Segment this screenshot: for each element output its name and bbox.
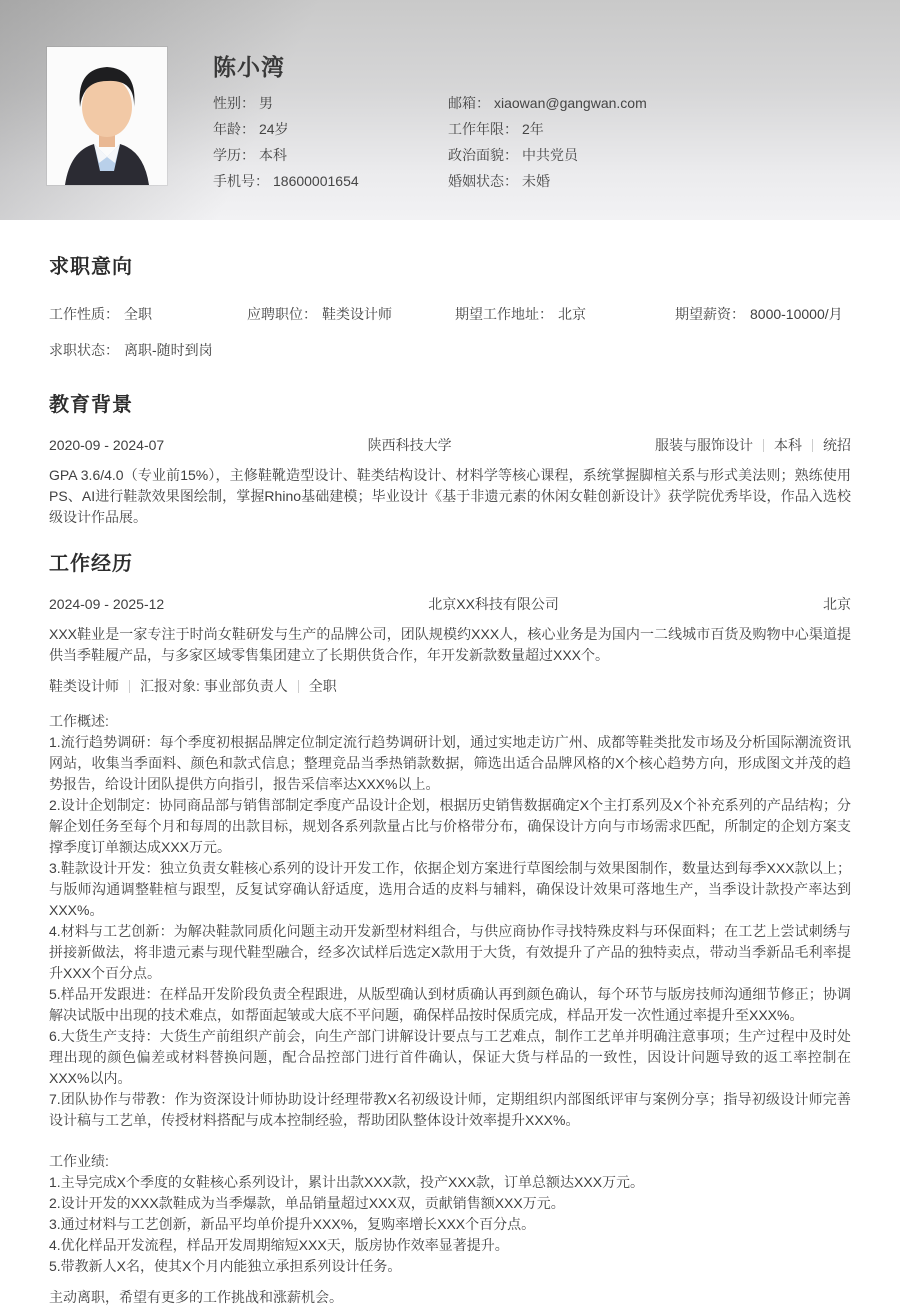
intent-salary-label: 期望薪资： (675, 306, 745, 322)
profile-photo-illustration (47, 47, 167, 185)
education-title: 教育背景 (49, 394, 133, 416)
intent-salary (675, 304, 843, 325)
intent-position-label: 应聘职位： (247, 306, 317, 322)
intent-salary-value: 8000-10000/月 (750, 306, 843, 322)
info-marital-status-value: 未婚 (522, 173, 550, 189)
info-political-status-label: 政治面貌： (448, 147, 518, 163)
info-gender-label: 性别： (213, 95, 255, 111)
info-marital-status-label: 婚姻状态： (448, 173, 518, 189)
intent-location-label: 期望工作地址： (455, 306, 553, 322)
profile-photo (47, 47, 167, 185)
separator (298, 680, 299, 693)
resume-header (0, 0, 900, 220)
info-political-status (448, 148, 647, 162)
leaving-note: 主动离职，希望有更多的工作挑战和涨薪机会。 (49, 1289, 343, 1305)
info-email (448, 96, 647, 110)
info-email-label: 邮箱： (448, 95, 490, 111)
achievement-item-2: 2.设计开发的XXX款鞋成为当季爆款，单品销量超过XXX双，贡献销售额XXX万元。 (49, 1195, 565, 1211)
intent-status (49, 340, 213, 361)
overview-item-5: 5.样品开发跟进：在样品开发阶段负责全程跟进，从版型确认到材质确认再到颜色确认，每个环节与版房技师沟通细节修正；协调解决试版中出现的技术难点，如帮面起皱或大底不平问题，确保样品按时保质完成，样品开发一次性通过率提升至XXX%。 (49, 986, 851, 1023)
info-gender-value: 男 (259, 95, 273, 111)
intent-location (455, 304, 675, 325)
company-intro: XXX鞋业是一家专注于时尚女鞋研发与生产的品牌公司，团队规模约XXX人，核心业务是为国内一二线城市百货及购物中心渠道提供当季鞋履产品，与多家区域零售集团建立了长期供货合作，年开发新款数量超过XXX个。 (49, 626, 851, 663)
intent-status-value: 离职-随时到岗 (124, 342, 213, 358)
info-phone-label: 手机号： (213, 173, 269, 189)
overview-item-6: 6.大货生产支持：大货生产前组织产前会，向生产部门讲解设计要点与工艺难点，制作工艺单并明确注意事项；生产过程中及时处理出现的颜色偏差或材料替换问题，配合品控部门进行首件确认，保证大货与样品的一致性，因设计问题导致的返工率控制在XXX%以内。 (49, 1028, 851, 1086)
info-phone-value: 18600001654 (273, 173, 359, 189)
education-meta-row (49, 435, 851, 456)
basic-info-grid (213, 96, 860, 200)
section-work-experience (49, 552, 851, 1308)
overview-item-1: 1.流行趋势调研：每个季度初根据品牌定位制定流行趋势调研计划，通过实地走访广州、成都等鞋类批发市场及分析国际潮流资讯网站，收集当季面料、颜色和款式信息；整理竞品当季热销款数据，筛选出适合品牌风格的X个核心趋势方向，形成图文并茂的趋势报告，给设计团队提供方向指引，报告采信率达XXX%以上。 (49, 734, 851, 792)
basic-info-right-column (448, 96, 647, 200)
education-qualifications (655, 435, 851, 456)
candidate-name: 陈小湾 (213, 54, 285, 80)
intent-job-type-label: 工作性质： (49, 306, 119, 322)
work-period: 2024-09 - 2025-12 (49, 596, 165, 612)
achievement-item-4: 4.优化样品开发流程，样品开发周期缩短XXX天，版房协作效率显著提升。 (49, 1237, 509, 1253)
info-work-years-label: 工作年限： (448, 121, 518, 137)
section-job-intent (49, 255, 851, 361)
overview-item-7: 7.团队协作与带教：作为资深设计师协助设计经理带教X名初级设计师，定期组织内部图纸评审与案例分享；指导初级设计师完善设计稿与工艺单，传授材料搭配与成本控制经验，帮助团队整体设计效率提升XXX%。 (49, 1091, 851, 1128)
info-work-years-value: 2年 (522, 121, 544, 137)
report-to-label: 汇报对象: (140, 678, 200, 694)
overview-item-4: 4.材料与工艺创新：为解决鞋款同质化问题主动开发新型材料组合，与供应商协作寻找特殊皮料与环保面料；在工艺上尝试刺绣与拼接新做法，将非遗元素与现代鞋型融合，经多次试样后选定X款用于大货，有效提升了产品的独特卖点，带动当季新品毛利率提升XXX个百分点。 (49, 923, 851, 981)
info-gender (213, 96, 448, 110)
info-email-value: xiaowan@gangwan.com (494, 95, 647, 111)
education-major: 服装与服饰设计 (655, 437, 753, 453)
work-overview-label: 工作概述: (49, 713, 109, 729)
achievement-item-5: 5.带教新人X名，使其X个月内能独立承担系列设计任务。 (49, 1258, 402, 1274)
separator (763, 439, 764, 452)
separator (812, 439, 813, 452)
education-degree: 本科 (774, 437, 802, 453)
education-admission: 统招 (823, 437, 851, 453)
achievement-item-1: 1.主导完成X个季度的女鞋核心系列设计，累计出款XXX款，投产XXX款，订单总额达XXX万元。 (49, 1174, 645, 1190)
achievement-item-3: 3.通过材料与工艺创新，新品平均单价提升XXX%，复购率增长XXX个百分点。 (49, 1216, 536, 1232)
report-to-value: 事业部负责人 (203, 678, 288, 694)
position-line (49, 676, 851, 697)
work-experience-title: 工作经历 (49, 553, 133, 575)
intent-job-type (49, 304, 247, 325)
work-meta-row (49, 594, 851, 615)
position-job-type: 全职 (308, 678, 337, 694)
education-school: 陕西科技大学 (367, 437, 452, 453)
info-age-label: 年龄： (213, 121, 255, 137)
info-education-label: 学历： (213, 147, 255, 163)
intent-job-type-value: 全职 (124, 306, 152, 322)
job-intent-row-1 (49, 304, 851, 325)
intent-position (247, 304, 455, 325)
overview-item-2: 2.设计企划制定：协同商品部与销售部制定季度产品设计企划，根据历史销售数据确定X个主打系列及X个补充系列的产品结构；分解企划任务至每个月和每周的出款目标，规划各系列款量占比与价格带分布，确保设计方向与市场需求匹配，所制定的企划方案支撑季度订单额达成XXX万元。 (49, 797, 851, 855)
job-intent-title: 求职意向 (49, 256, 133, 278)
education-description: GPA 3.6/4.0（专业前15%），主修鞋靴造型设计、鞋类结构设计、材料学等核心课程，系统掌握脚楦关系与形式美法则；熟练使用PS、AI进行鞋款效果图绘制，掌握Rhino基础建模；毕业设计《基于非遗元素的休闲女鞋创新设计》获学院优秀毕设，作品入选校级设计作品展。 (49, 467, 851, 525)
position-name: 鞋类设计师 (49, 678, 119, 694)
info-work-years (448, 122, 647, 136)
intent-position-value: 鞋类设计师 (322, 306, 392, 322)
work-achievements-block (49, 1151, 851, 1277)
info-marital-status (448, 174, 647, 188)
info-education (213, 148, 448, 162)
info-education-value: 本科 (259, 147, 287, 163)
separator (129, 680, 130, 693)
work-overview-block (49, 711, 851, 1131)
resume-body (0, 255, 900, 1308)
info-age (213, 122, 448, 136)
work-company: 北京XX科技有限公司 (428, 596, 559, 612)
intent-status-label: 求职状态： (49, 342, 119, 358)
job-intent-row-2 (49, 340, 851, 361)
intent-location-value: 北京 (558, 306, 586, 322)
info-phone (213, 174, 448, 188)
basic-info-left-column (213, 96, 448, 200)
work-location: 北京 (823, 596, 851, 612)
info-political-status-value: 中共党员 (522, 147, 578, 163)
info-age-value: 24岁 (259, 121, 289, 137)
overview-item-3: 3.鞋款设计开发：独立负责女鞋核心系列的设计开发工作，依据企划方案进行草图绘制与效果图制作，数量达到每季XXX款以上；与版师沟通调整鞋楦与跟型，反复试穿确认舒适度，选用合适的皮料与辅料，确保设计效果可落地生产，当季设计款投产率达到XXX%。 (49, 860, 851, 918)
work-achievements-label: 工作业绩: (49, 1153, 109, 1169)
header-identity (213, 54, 860, 200)
education-period: 2020-09 - 2024-07 (49, 437, 165, 453)
section-education (49, 393, 851, 528)
